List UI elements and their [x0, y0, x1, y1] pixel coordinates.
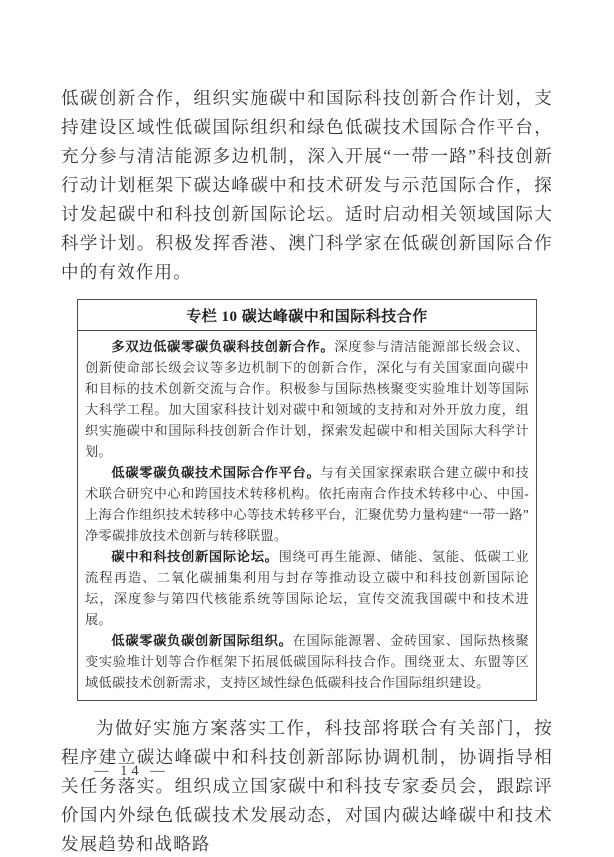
column-box-title: 专栏 10 碳达峰碳中和国际科技合作	[78, 300, 536, 331]
box-paragraph	[85, 462, 529, 546]
box-paragraph-lead: 低碳零碳负碳技术国际合作平台。	[111, 465, 321, 480]
box-paragraph	[85, 336, 529, 462]
column-box-body	[78, 331, 536, 700]
box-paragraph-lead: 低碳零碳负碳创新国际组织。	[111, 633, 293, 648]
page-number: — 14 —	[94, 763, 169, 779]
box-paragraph-text: 围绕可再生能源、储能、氢能、低碳工业流程再造、二氧化碳捕集利用与封存等推动设立碳中和科技创新国际论坛，深度参与第四代核能系统等国际论坛，宣传交流我国碳中和技术进展。	[85, 549, 529, 627]
body-paragraph-closing: 为做好实施方案落实工作，科技部将联合有关部门，按程序建立碳达峰碳中和科技创新部际协调机制，协调指导相关任务落实。组织成立国家碳中和科技专家委员会，跟踪评价国内外绿色低碳技术发展动态，对国内碳达峰碳中和技术发展趋势和战略路	[61, 718, 553, 854]
box-paragraph	[85, 630, 529, 693]
box-paragraph-lead: 多双边低碳零碳负碳科技创新合作。	[111, 339, 335, 354]
body-paragraph-top: 低碳创新合作，组织实施碳中和国际科技创新合作计划，支持建设区域性低碳国际组织和绿色低碳技术国际合作平台，充分参与清洁能源多边机制，深入开展“一带一路”科技创新行动计划框架下碳达峰碳中和技术研发与示范国际合作，探讨发起碳中和科技创新国际论坛。适时启动相关领域国际大科学计划。积极发挥香港、澳门科学家在低碳创新国际合作中的有效作用。	[61, 88, 553, 282]
box-paragraph-lead: 碳中和科技创新国际论坛。	[111, 549, 279, 564]
box-paragraph-text: 与有关国家探索联合建立碳中和技术联合研究中心和跨国技术转移机构。依托南南合作技术转移中心、中国-上海合作组织技术转移中心等技术转移平台，汇聚优势力量构建“一带一路”净零碳排放技术创新与转移联盟。	[85, 465, 530, 543]
page-content	[61, 84, 553, 857]
column-box	[77, 299, 537, 701]
box-paragraph	[85, 546, 529, 630]
box-paragraph-text: 在国际能源署、金砖国家、国际热核聚变实验堆计划等合作框架下拓展低碳国际科技合作。围绕亚太、东盟等区域低碳技术创新需求，支持区域性绿色低碳科技合作国际组织建设。	[85, 633, 529, 690]
box-paragraph-text: 深度参与清洁能源部长级会议、创新使命部长级会议等多边机制下的创新合作，深化与有关国家面向碳中和目标的技术创新交流与合作。积极参与国际热核聚变实验堆计划等国际大科学工程。加大国家科技计划对碳中和领域的支持和对外开放力度，组织实施碳中和国际科技创新合作计划，探索发起碳中和相关国际大科学计划。	[85, 339, 529, 459]
